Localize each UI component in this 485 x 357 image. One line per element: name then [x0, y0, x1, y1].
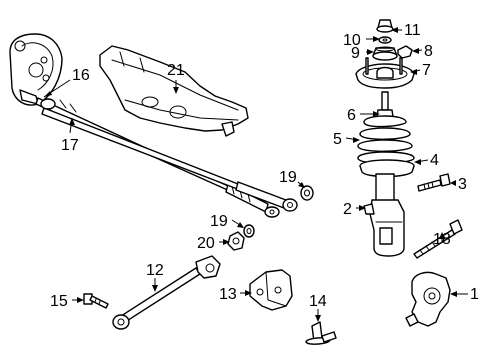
callout-16: 16 [72, 67, 90, 84]
callout-10: 10 [343, 32, 361, 49]
callout-4: 4 [430, 152, 439, 169]
callout-6: 6 [347, 107, 356, 124]
callout-17: 17 [61, 137, 79, 154]
callout-5: 5 [333, 131, 342, 148]
part-7-upper-mount [356, 58, 414, 88]
part-2-strut [364, 174, 404, 256]
part-15-bolt [84, 294, 108, 308]
callout-7: 7 [422, 62, 431, 79]
part-9-insulator [373, 47, 397, 60]
part-20-nut [228, 232, 244, 250]
callout-1: 1 [470, 286, 479, 303]
callout-2: 2 [343, 201, 352, 218]
callout-14: 14 [309, 293, 327, 310]
callout-21: 21 [167, 62, 185, 79]
callout-15: 15 [50, 293, 68, 310]
callout-9: 9 [351, 45, 360, 62]
callout-12: 12 [146, 262, 164, 279]
part-1-knuckle [406, 272, 450, 326]
part-3-bolt [418, 174, 450, 191]
part-5-coil-spring [358, 116, 414, 163]
callout-13: 13 [219, 286, 237, 303]
part-12-control-link [113, 256, 220, 329]
rear-hub-assembly [10, 34, 62, 105]
part-8-nut [398, 46, 412, 58]
callout-18: 18 [433, 231, 451, 248]
part-19-bushing-lower [244, 225, 254, 237]
callout-11: 11 [404, 22, 421, 39]
part-14-bolt [306, 322, 336, 344]
part-19-bushing-upper [301, 186, 313, 200]
part-10-washer [379, 37, 391, 43]
part-13-bracket [250, 270, 292, 310]
callout-19-upper: 19 [279, 169, 297, 186]
callout-8: 8 [424, 43, 433, 60]
callout-19-lower: 19 [210, 213, 228, 230]
part-11-cap [377, 20, 393, 32]
part-21-crossmember [100, 46, 248, 136]
callout-3: 3 [458, 176, 467, 193]
callout-20: 20 [197, 235, 215, 252]
